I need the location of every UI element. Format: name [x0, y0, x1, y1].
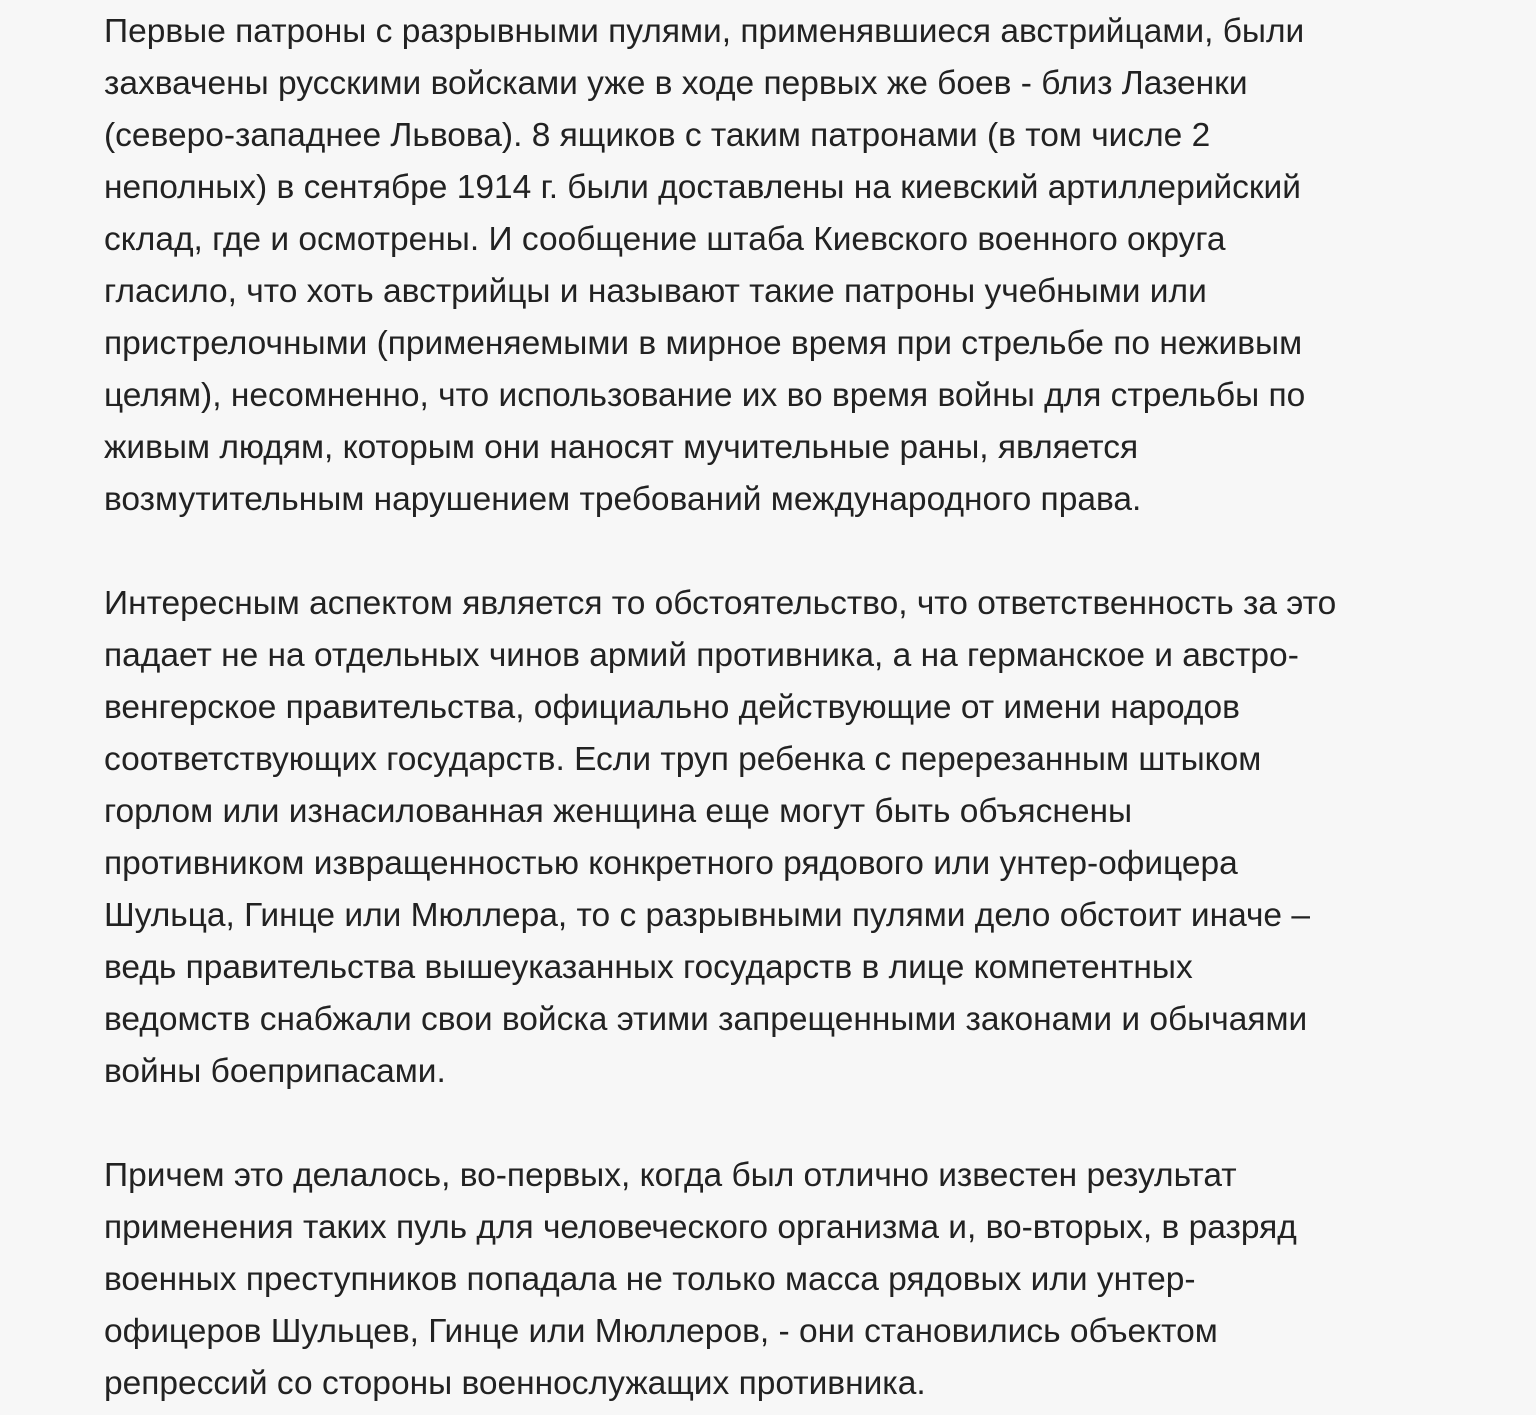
paragraph-line: соответствующих государств. Если труп ребенка с перерезанным штыком [104, 741, 1262, 778]
article-body [104, 6, 1444, 1410]
paragraph-line: противником извращенностью конкретного рядового или унтер-офицера [104, 845, 1238, 882]
paragraph-line: Интересным аспектом является то обстоятельство, что ответственность за это [104, 585, 1337, 622]
paragraph-line: ведомств снабжали свои войска этими запрещенными законами и обычаями [104, 1001, 1308, 1038]
paragraph-line: войны боеприпасами. [104, 1053, 446, 1090]
paragraph-line: гласило, что хоть австрийцы и называют такие патроны учебными или [104, 273, 1207, 310]
paragraph-1 [104, 6, 1444, 526]
paragraph-line: репрессий со стороны военнослужащих противника. [104, 1365, 926, 1402]
paragraph-line: Шульца, Гинце или Мюллера, то с разрывными пулями дело обстоит иначе – [104, 897, 1310, 934]
paragraph-line: неполных) в сентябре 1914 г. были доставлены на киевский артиллерийский [104, 169, 1301, 206]
paragraph-line: падает не на отдельных чинов армий противника, а на германское и австро- [104, 637, 1299, 674]
paragraph-line: Причем это делалось, во-первых, когда был отлично известен результат [104, 1157, 1237, 1194]
paragraph-line: живым людям, которым они наносят мучительные раны, является [104, 429, 1139, 466]
paragraph-line: возмутительным нарушением требований международного права. [104, 481, 1142, 518]
paragraph-3 [104, 1150, 1444, 1410]
paragraph-line: венгерское правительства, официально действующие от имени народов [104, 689, 1240, 726]
paragraph-line: горлом или изнасилованная женщина еще могут быть объяснены [104, 793, 1133, 830]
paragraph-line: (северо-западнее Львова). 8 ящиков с таким патронами (в том числе 2 [104, 117, 1211, 154]
paragraph-line: применения таких пуль для человеческого организма и, во-вторых, в разряд [104, 1209, 1297, 1246]
paragraph-2 [104, 578, 1444, 1098]
paragraph-line: склад, где и осмотрены. И сообщение штаба Киевского военного округа [104, 221, 1226, 258]
paragraph-line: Первые патроны с разрывными пулями, применявшиеся австрийцами, были [104, 13, 1305, 50]
paragraph-line: военных преступников попадала не только масса рядовых или унтер- [104, 1261, 1196, 1298]
paragraph-line: пристрелочными (применяемыми в мирное время при стрельбе по неживым [104, 325, 1303, 362]
paragraph-line: захвачены русскими войсками уже в ходе первых же боев - близ Лазенки [104, 65, 1248, 102]
paragraph-line: ведь правительства вышеуказанных государств в лице компетентных [104, 949, 1193, 986]
paragraph-line: целям), несомненно, что использование их во время войны для стрельбы по [104, 377, 1306, 414]
paragraph-line: офицеров Шульцев, Гинце или Мюллеров, - они становились объектом [104, 1313, 1218, 1350]
